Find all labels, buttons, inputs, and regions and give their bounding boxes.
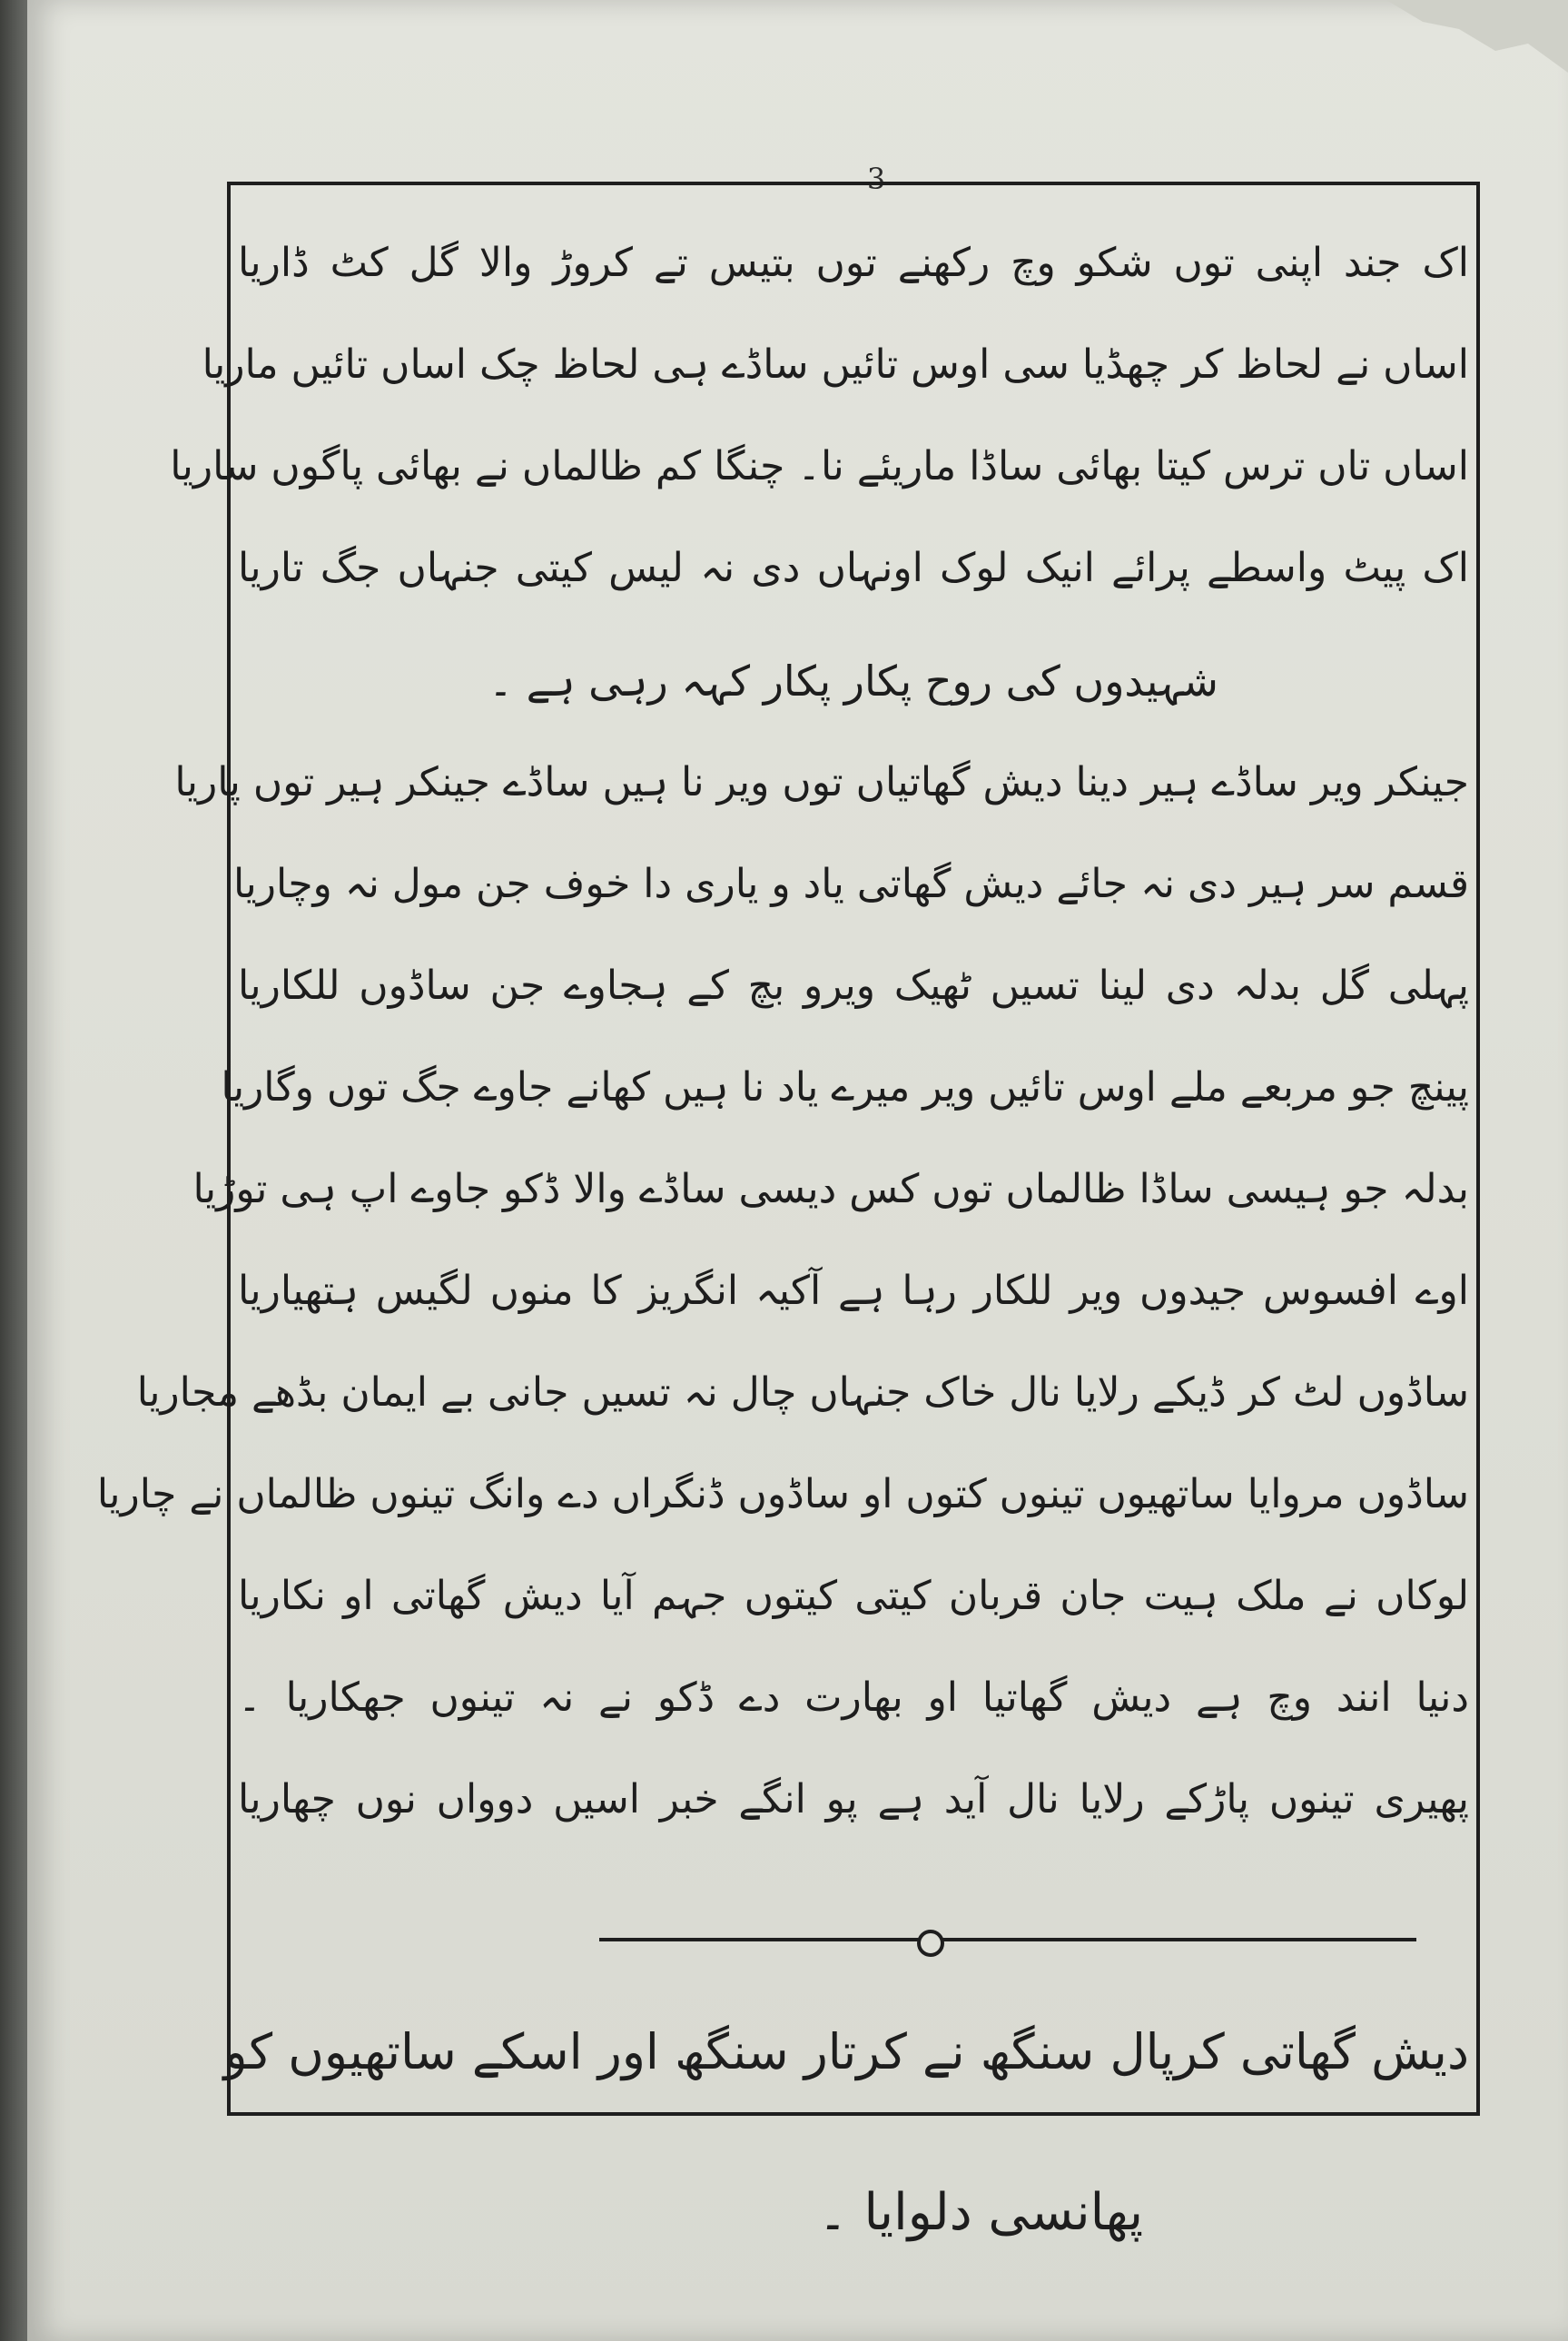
poem-line: جینکر ویر ساڈے ہیر دینا دیش گھاتیاں توں ویر نا ہیں ساڈے جینکر ہیر توں پاریا [174,759,1469,805]
page-number: 3 [866,162,886,196]
poem-line: ساڈوں مروایا ساتھیوں تینوں کتوں او ساڈوں ڈنگراں دے وانگ تینوں ظالماں نے چاریا [96,1471,1469,1517]
caption-continuation: پھانسی دلوایا ۔ [817,2183,1144,2242]
poem-line: لوکاں نے ملک ہیت جان قربان کیتی کیتوں جہم آیا دیش گھاتی او نکاریا [238,1573,1469,1619]
poem-line: اک جند اپنی توں شکو وچ رکھنے توں بتیس تے کروڑ والا گل کٹ ڈاریا [238,240,1469,286]
torn-corner [1386,0,1568,73]
poem-line: بدلہ جو ہیسی ساڈا ظالماں توں کس دیسی ساڈے والا ڈکو جاوے اپ ہی توڑیا [192,1166,1469,1212]
poem-line: دنیا انند وچ ہے دیش گھاتیا او بھارت دے ڈکو نے نہ تینوں جھکاریا ۔ [238,1674,1469,1721]
poem-line: پینچ جو مربعے ملے اوس تائیں ویر میرے یاد نا ہیں کھانے جاوے جگ توں وگاریا [221,1064,1469,1111]
poem-line: قسم سر ہیر دی نہ جائے دیش گھاتی یاد و یاری دا خوف جن مول نہ وچاریا [233,861,1469,907]
section-divider [599,1930,1416,1948]
poem-line: پہلی گل بدلہ دی لینا تسیں ٹھیک ویرو بچ کے ہجاوے جن ساڈوں للکاریا [238,963,1469,1009]
poem-line: اوے افسوس جیدوں ویر للکار رہا ہے آکیہ انگریز کا منوں لگیس ہتھیاریا [238,1268,1469,1314]
divider-line [599,1938,1416,1941]
poem-line: ساڈوں لٹ کر ڈیکے رلایا نال خاک جنہاں چال نہ تسیں جانی بے ایمان بڈھے مجاریا [136,1369,1469,1416]
poem-line: اساں نے لحاظ کر چھڈیا سی اوس تائیں ساڈے ہی لحاظ چک اساں تائیں ماریا [202,341,1469,388]
divider-ornament [917,1930,944,1957]
poem-refrain: شہیدوں کی روح پکار پکار کہہ رہی ہے ۔ [488,657,1218,706]
poem-line: اک پیٹ واسطے پرائے انیک لوک اونہاں دی نہ لیس کیتی جنہاں جگ تاریا [238,545,1469,591]
poem-line: پھیری تینوں پاڑکے رلایا نال آید ہے پو انگے خبر اسیں دوواں نوں چھاریا [238,1776,1469,1822]
caption-line: دیش گھاتی کرپال سنگھ نے کرتار سنگھ اور اسکے ساتھیوں کو [223,2023,1469,2080]
poem-line: اساں تاں ترس کیتا بھائی ساڈا ماریئے نا۔ چنگا کم ظالماں نے بھائی پاگوں ساریا [170,443,1469,489]
